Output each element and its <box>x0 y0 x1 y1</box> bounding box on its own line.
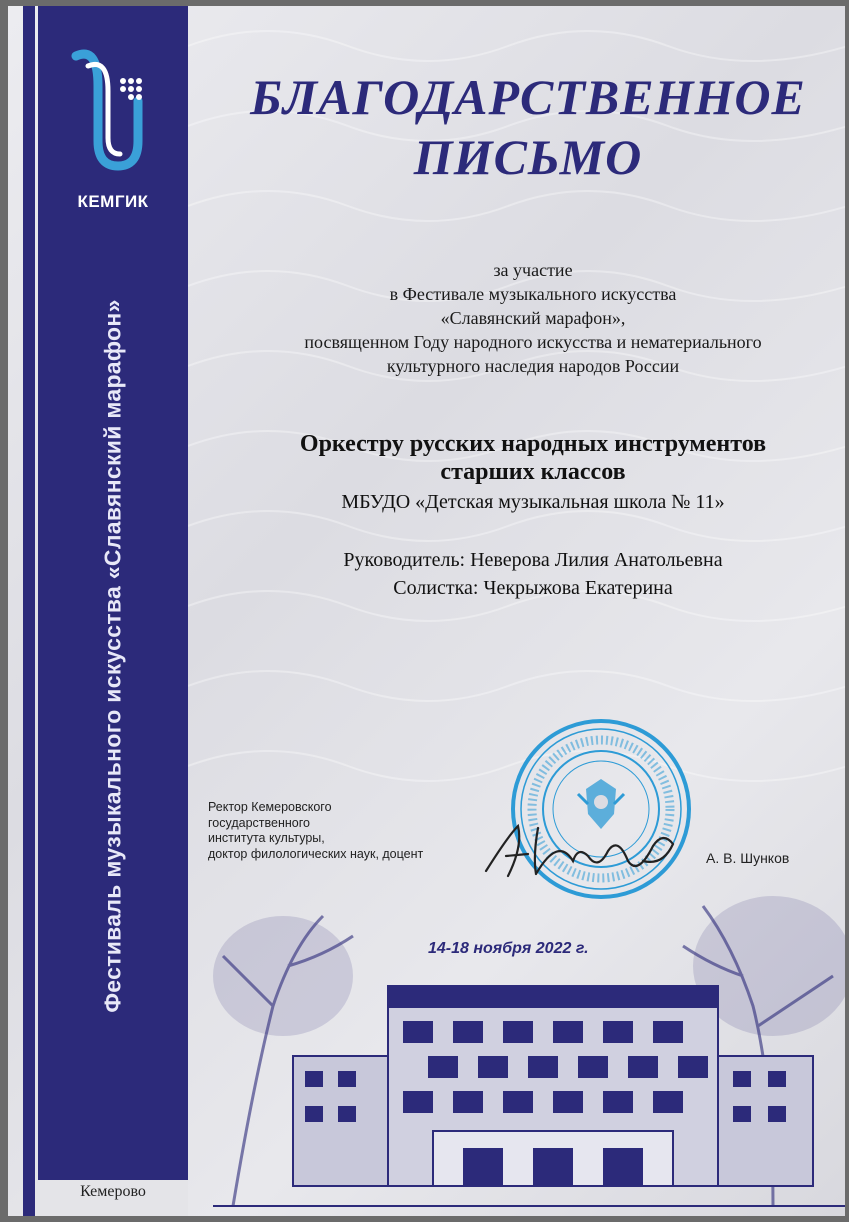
intro-text <box>218 258 845 378</box>
soloist-line: Солистка: Чекрыжова Екатерина <box>393 577 673 599</box>
people-block <box>218 546 845 602</box>
leader-line: Руководитель: Неверова Лилия Анатольевна <box>343 549 723 571</box>
intro-line: за участие <box>493 260 573 280</box>
recipient-line-1: Оркестру русских народных инструментов <box>299 431 767 457</box>
signer-position-line: Ректор Кемеровского <box>208 800 332 814</box>
institute-building-illustration <box>213 886 845 1216</box>
festival-vertical-text: Фестиваль музыкального искусства «Славянский марафон» <box>99 299 126 1013</box>
kemgik-logo-icon <box>68 46 148 171</box>
intro-line: посвященном Году народного искусства и нематериального <box>304 332 762 352</box>
school-name: МБУДО «Детская музыкальная школа № 11» <box>341 491 725 513</box>
recipient-name <box>218 430 845 486</box>
event-date: 14-18 ноября 2022 г. <box>428 940 589 957</box>
signer-position <box>208 800 423 862</box>
certificate-page <box>8 6 845 1216</box>
handwritten-signature <box>478 816 698 886</box>
title-line-1: БЛАГОДАРСТВЕННОЕ <box>250 69 806 125</box>
signer-name: А. В. Шунков <box>706 850 790 866</box>
intro-line: «Славянский марафон», <box>440 308 626 328</box>
title-line-2: ПИСЬМО <box>413 129 643 185</box>
signer-position-line: института культуры, <box>208 831 325 845</box>
city-label: Кемерово <box>38 1180 188 1216</box>
logo-text: КЕМГИК <box>77 192 149 211</box>
intro-line: в Фестивале музыкального искусства <box>389 284 677 304</box>
signer-position-line: доктор филологических наук, доцент <box>208 846 424 861</box>
signer-position-line: государственного <box>208 815 310 830</box>
intro-line: культурного наследия народов России <box>386 356 680 376</box>
recipient-line-2: старших классов <box>440 459 626 485</box>
sidebar-edge-stripe <box>23 6 35 1216</box>
